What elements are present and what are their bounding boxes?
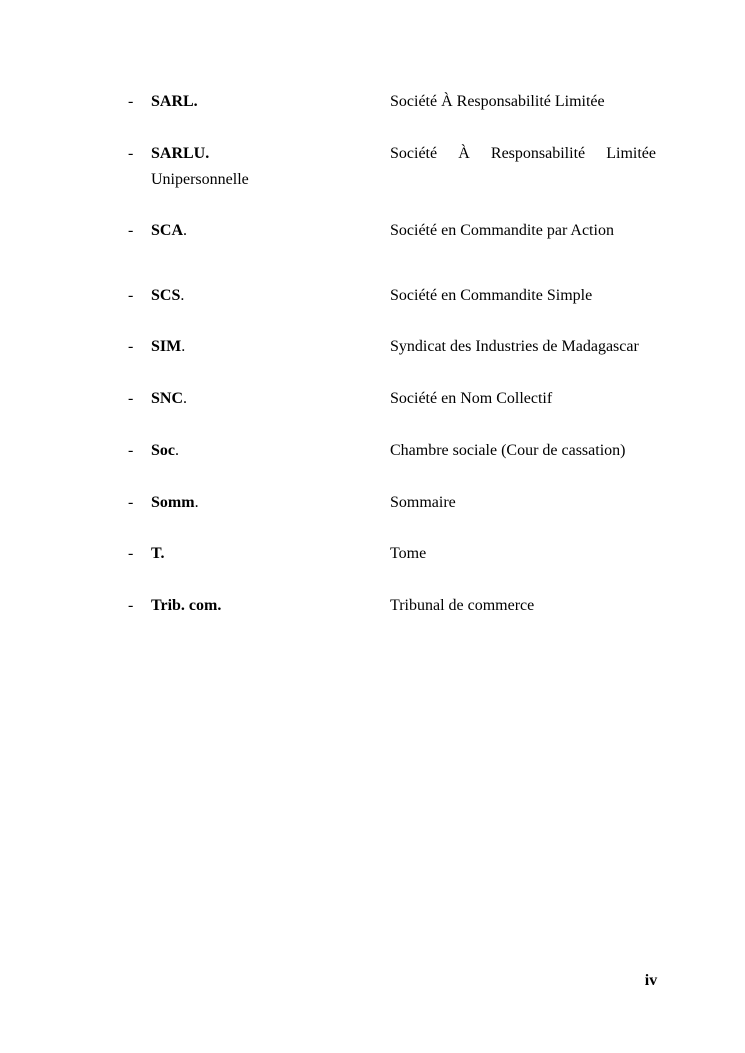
abbreviation-text: Somm	[151, 494, 195, 511]
abbreviation-row-scs	[128, 283, 656, 309]
list-dash-marker: -	[128, 545, 134, 562]
abbreviation-text: SNC	[151, 390, 184, 407]
definition-text: Société en Commandite par Action	[390, 222, 614, 239]
list-dash-marker: -	[128, 287, 134, 304]
abbreviation-row-sarl	[128, 89, 656, 115]
abbreviation-row-sarlu	[128, 141, 656, 167]
abbreviation-row-sarlu-wrap	[151, 167, 656, 193]
abbreviation-period: .	[175, 442, 179, 459]
list-dash-marker: -	[128, 494, 134, 511]
abbreviation-row-t	[128, 541, 656, 567]
abbreviation-term	[151, 593, 221, 619]
abbreviation-text: SCS	[151, 287, 181, 304]
list-dash-marker: -	[128, 390, 134, 407]
abbreviation-text: Soc	[151, 442, 175, 459]
abbreviation-text: SIM	[151, 338, 182, 355]
abbreviation-period: .	[180, 287, 185, 304]
abbreviation-term	[151, 141, 209, 167]
page-number: iv	[644, 972, 658, 989]
abbreviation-row-snc	[128, 386, 656, 412]
definition-text: Tribunal de commerce	[390, 597, 535, 614]
abbreviation-row-somm	[128, 490, 656, 516]
abbreviation-term	[151, 334, 185, 360]
definition-text: Chambre sociale (Cour de cassation)	[390, 442, 626, 459]
abbreviation-row-trib-com	[128, 593, 656, 619]
list-dash-marker: -	[128, 93, 134, 110]
abbreviation-text: T.	[151, 545, 165, 562]
definition-wrap-text: Unipersonnelle	[151, 171, 249, 188]
list-dash-marker: -	[128, 338, 134, 355]
list-dash-marker: -	[128, 145, 134, 162]
definition-text: Société en Commandite Simple	[390, 287, 593, 304]
definition-text: Sommaire	[390, 494, 456, 511]
abbreviation-term	[151, 438, 179, 464]
abbreviation-period: .	[181, 338, 186, 355]
abbreviation-term	[151, 541, 164, 567]
abbreviation-term	[151, 386, 187, 412]
abbreviation-row-soc	[128, 438, 656, 464]
abbreviation-term	[151, 218, 187, 244]
abbreviation-period: .	[194, 494, 199, 511]
abbreviation-text: SARL.	[151, 93, 198, 110]
abbreviation-text: SARLU.	[151, 145, 210, 162]
abbreviation-row-sca	[128, 218, 656, 244]
list-dash-marker: -	[128, 442, 134, 459]
abbreviation-row-sim	[128, 334, 656, 360]
abbreviation-term	[151, 89, 198, 115]
abbreviation-period: .	[183, 222, 188, 239]
definition-text: Tome	[390, 545, 427, 562]
definition-text: Syndicat des Industries de Madagascar	[390, 338, 639, 355]
abbreviation-term	[151, 490, 199, 516]
definition-text: Société en Nom Collectif	[390, 390, 553, 407]
definition-text: Société À Responsabilité Limitée	[390, 93, 605, 110]
abbreviation-period: .	[183, 390, 188, 407]
list-dash-marker: -	[128, 597, 134, 614]
list-dash-marker: -	[128, 222, 134, 239]
abbreviation-term	[151, 283, 184, 309]
definition-text: Société À Responsabilité Limitée	[390, 145, 656, 162]
abbreviation-text: Trib. com.	[151, 597, 222, 614]
abbreviation-text: SCA	[151, 222, 184, 239]
